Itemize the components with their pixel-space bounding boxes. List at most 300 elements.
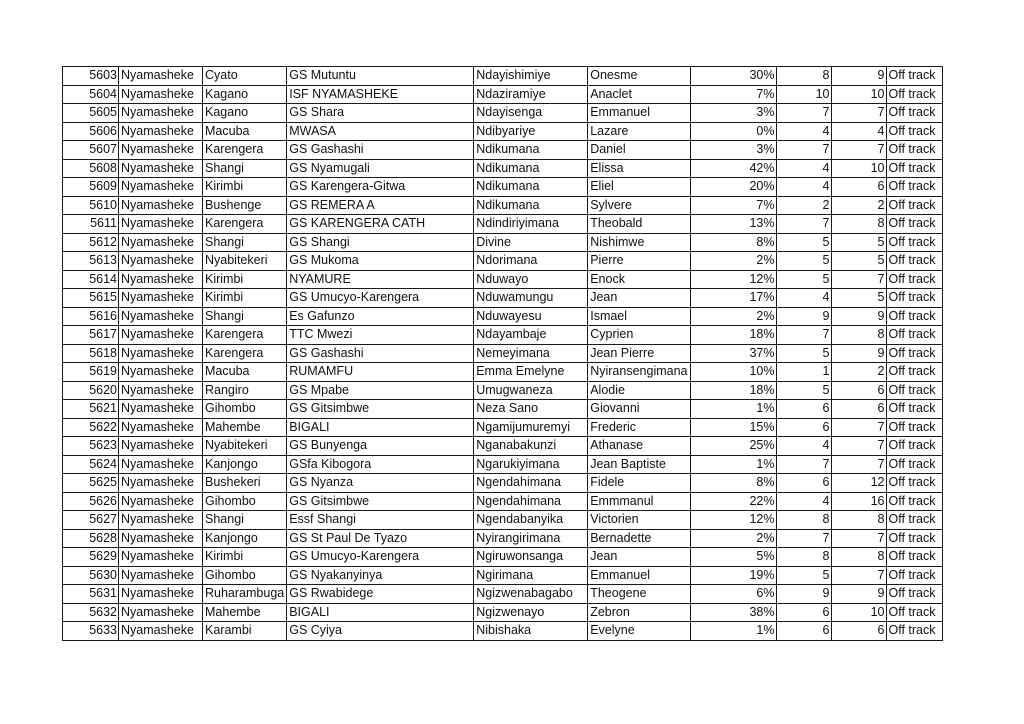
cell-id: 5604 (63, 85, 119, 104)
table-row (63, 474, 943, 493)
cell-value-2: 9 (831, 344, 886, 363)
cell-sector: Mahembe (203, 418, 287, 437)
cell-status: Off track (886, 159, 942, 178)
cell-district: Nyamasheke (119, 529, 203, 548)
cell-district: Nyamasheke (119, 270, 203, 289)
cell-value-1: 7 (776, 455, 831, 474)
cell-school: GS Mutuntu (287, 67, 474, 86)
cell-school: GS Nyanza (287, 474, 474, 493)
cell-percent: 2% (690, 307, 776, 326)
cell-status: Off track (886, 85, 942, 104)
cell-first-name: Emmanuel (588, 104, 690, 123)
cell-percent: 10% (690, 363, 776, 382)
cell-sector: Macuba (203, 122, 287, 141)
cell-first-name: Jean Baptiste (588, 455, 690, 474)
table-row (63, 252, 943, 271)
cell-school: GS Mpabe (287, 381, 474, 400)
cell-value-2: 7 (831, 529, 886, 548)
cell-school: GS Karengera-Gitwa (287, 178, 474, 197)
cell-percent: 7% (690, 196, 776, 215)
cell-id: 5617 (63, 326, 119, 345)
table-row (63, 270, 943, 289)
cell-school: RUMAMFU (287, 363, 474, 382)
cell-first-name: Eliel (588, 178, 690, 197)
cell-id: 5621 (63, 400, 119, 419)
cell-last-name: Ngendahimana (474, 492, 588, 511)
cell-value-2: 7 (831, 455, 886, 474)
cell-percent: 0% (690, 122, 776, 141)
cell-value-1: 8 (776, 67, 831, 86)
cell-percent: 38% (690, 603, 776, 622)
cell-sector: Nyabitekeri (203, 252, 287, 271)
cell-first-name: Anaclet (588, 85, 690, 104)
cell-last-name: Ndayisenga (474, 104, 588, 123)
cell-value-1: 6 (776, 400, 831, 419)
cell-first-name: Enock (588, 270, 690, 289)
cell-id: 5619 (63, 363, 119, 382)
cell-sector: Kirimbi (203, 270, 287, 289)
cell-school: GS Umucyo-Karengera (287, 289, 474, 308)
cell-sector: Bushenge (203, 196, 287, 215)
cell-value-2: 8 (831, 548, 886, 567)
cell-first-name: Frederic (588, 418, 690, 437)
cell-value-2: 4 (831, 122, 886, 141)
cell-first-name: Theogene (588, 585, 690, 604)
cell-percent: 3% (690, 141, 776, 160)
cell-last-name: Emma Emelyne (474, 363, 588, 382)
table-row (63, 381, 943, 400)
cell-district: Nyamasheke (119, 215, 203, 234)
cell-school: GS Rwabidege (287, 585, 474, 604)
cell-sector: Kirimbi (203, 178, 287, 197)
cell-school: GS Shangi (287, 233, 474, 252)
cell-sector: Shangi (203, 511, 287, 530)
table-row (63, 455, 943, 474)
table-row (63, 622, 943, 641)
cell-id: 5633 (63, 622, 119, 641)
cell-value-1: 5 (776, 381, 831, 400)
cell-percent: 1% (690, 622, 776, 641)
cell-value-2: 8 (831, 511, 886, 530)
cell-sector: Kagano (203, 85, 287, 104)
cell-value-2: 7 (831, 566, 886, 585)
cell-district: Nyamasheke (119, 455, 203, 474)
cell-last-name: Neza Sano (474, 400, 588, 419)
cell-status: Off track (886, 603, 942, 622)
cell-value-2: 10 (831, 85, 886, 104)
cell-percent: 42% (690, 159, 776, 178)
cell-first-name: Evelyne (588, 622, 690, 641)
cell-id: 5628 (63, 529, 119, 548)
cell-last-name: Nduwayo (474, 270, 588, 289)
cell-percent: 18% (690, 381, 776, 400)
cell-id: 5623 (63, 437, 119, 456)
cell-first-name: Elissa (588, 159, 690, 178)
cell-percent: 2% (690, 252, 776, 271)
cell-value-1: 4 (776, 122, 831, 141)
cell-value-2: 6 (831, 178, 886, 197)
cell-first-name: Sylvere (588, 196, 690, 215)
cell-status: Off track (886, 474, 942, 493)
table-row (63, 344, 943, 363)
cell-district: Nyamasheke (119, 400, 203, 419)
cell-last-name: Ngiruwonsanga (474, 548, 588, 567)
cell-value-2: 10 (831, 603, 886, 622)
cell-id: 5632 (63, 603, 119, 622)
table-body (63, 67, 943, 641)
table-row (63, 585, 943, 604)
cell-last-name: Nduwayesu (474, 307, 588, 326)
cell-sector: Shangi (203, 307, 287, 326)
cell-sector: Gihombo (203, 400, 287, 419)
cell-id: 5603 (63, 67, 119, 86)
cell-id: 5606 (63, 122, 119, 141)
cell-status: Off track (886, 141, 942, 160)
cell-status: Off track (886, 252, 942, 271)
cell-id: 5605 (63, 104, 119, 123)
cell-district: Nyamasheke (119, 566, 203, 585)
cell-district: Nyamasheke (119, 159, 203, 178)
table-row (63, 85, 943, 104)
cell-value-1: 6 (776, 474, 831, 493)
cell-value-2: 8 (831, 215, 886, 234)
table-row (63, 196, 943, 215)
cell-value-1: 9 (776, 307, 831, 326)
cell-first-name: Emmmanul (588, 492, 690, 511)
cell-sector: Karambi (203, 622, 287, 641)
cell-first-name: Zebron (588, 603, 690, 622)
cell-status: Off track (886, 566, 942, 585)
cell-sector: Nyabitekeri (203, 437, 287, 456)
cell-sector: Cyato (203, 67, 287, 86)
cell-sector: Karengera (203, 326, 287, 345)
cell-first-name: Ismael (588, 307, 690, 326)
cell-value-2: 5 (831, 233, 886, 252)
cell-sector: Rangiro (203, 381, 287, 400)
cell-id: 5624 (63, 455, 119, 474)
cell-district: Nyamasheke (119, 585, 203, 604)
cell-status: Off track (886, 178, 942, 197)
cell-first-name: Jean (588, 289, 690, 308)
cell-value-2: 9 (831, 67, 886, 86)
cell-id: 5608 (63, 159, 119, 178)
cell-value-2: 7 (831, 141, 886, 160)
cell-district: Nyamasheke (119, 178, 203, 197)
cell-district: Nyamasheke (119, 104, 203, 123)
cell-district: Nyamasheke (119, 603, 203, 622)
cell-school: BIGALI (287, 603, 474, 622)
cell-value-2: 7 (831, 270, 886, 289)
cell-school: GS Nyamugali (287, 159, 474, 178)
cell-district: Nyamasheke (119, 289, 203, 308)
cell-first-name: Cyprien (588, 326, 690, 345)
cell-district: Nyamasheke (119, 474, 203, 493)
cell-percent: 12% (690, 511, 776, 530)
table-row (63, 141, 943, 160)
cell-district: Nyamasheke (119, 437, 203, 456)
cell-value-1: 4 (776, 178, 831, 197)
cell-percent: 1% (690, 455, 776, 474)
table-row (63, 492, 943, 511)
cell-value-1: 8 (776, 511, 831, 530)
cell-sector: Kirimbi (203, 289, 287, 308)
cell-value-1: 7 (776, 104, 831, 123)
cell-school: GS REMERA A (287, 196, 474, 215)
cell-first-name: Alodie (588, 381, 690, 400)
cell-id: 5631 (63, 585, 119, 604)
cell-last-name: Nduwamungu (474, 289, 588, 308)
cell-last-name: Nemeyimana (474, 344, 588, 363)
cell-first-name: Lazare (588, 122, 690, 141)
cell-sector: Gihombo (203, 492, 287, 511)
cell-first-name: Pierre (588, 252, 690, 271)
cell-school: GS Nyakanyinya (287, 566, 474, 585)
cell-percent: 12% (690, 270, 776, 289)
cell-district: Nyamasheke (119, 418, 203, 437)
cell-sector: Karengera (203, 141, 287, 160)
cell-last-name: Ndibyariye (474, 122, 588, 141)
cell-sector: Kirimbi (203, 548, 287, 567)
cell-school: BIGALI (287, 418, 474, 437)
cell-status: Off track (886, 122, 942, 141)
cell-last-name: Umugwaneza (474, 381, 588, 400)
data-table (62, 66, 943, 641)
cell-first-name: Giovanni (588, 400, 690, 419)
cell-id: 5625 (63, 474, 119, 493)
cell-value-1: 6 (776, 603, 831, 622)
cell-percent: 20% (690, 178, 776, 197)
cell-school: GS Cyiya (287, 622, 474, 641)
cell-district: Nyamasheke (119, 252, 203, 271)
cell-id: 5612 (63, 233, 119, 252)
cell-last-name: Ndayishimiye (474, 67, 588, 86)
cell-percent: 5% (690, 548, 776, 567)
cell-status: Off track (886, 363, 942, 382)
cell-last-name: Ngarukiyimana (474, 455, 588, 474)
cell-sector: Karengera (203, 215, 287, 234)
cell-percent: 37% (690, 344, 776, 363)
cell-first-name: Bernadette (588, 529, 690, 548)
table-row (63, 511, 943, 530)
table-row (63, 326, 943, 345)
cell-status: Off track (886, 67, 942, 86)
cell-status: Off track (886, 196, 942, 215)
table-row (63, 122, 943, 141)
cell-percent: 2% (690, 529, 776, 548)
cell-value-2: 10 (831, 159, 886, 178)
cell-percent: 7% (690, 85, 776, 104)
cell-status: Off track (886, 529, 942, 548)
table-row (63, 437, 943, 456)
cell-value-1: 2 (776, 196, 831, 215)
cell-sector: Karengera (203, 344, 287, 363)
cell-last-name: Ndikumana (474, 178, 588, 197)
cell-value-2: 16 (831, 492, 886, 511)
cell-value-1: 7 (776, 529, 831, 548)
table-row (63, 363, 943, 382)
cell-sector: Kanjongo (203, 455, 287, 474)
cell-value-1: 7 (776, 141, 831, 160)
cell-district: Nyamasheke (119, 67, 203, 86)
table-row (63, 529, 943, 548)
cell-sector: Gihombo (203, 566, 287, 585)
cell-percent: 25% (690, 437, 776, 456)
cell-district: Nyamasheke (119, 233, 203, 252)
cell-sector: Kanjongo (203, 529, 287, 548)
cell-school: Essf Shangi (287, 511, 474, 530)
cell-value-1: 5 (776, 270, 831, 289)
cell-value-1: 4 (776, 289, 831, 308)
cell-last-name: Ndorimana (474, 252, 588, 271)
cell-value-1: 5 (776, 252, 831, 271)
cell-id: 5618 (63, 344, 119, 363)
cell-first-name: Daniel (588, 141, 690, 160)
cell-id: 5627 (63, 511, 119, 530)
cell-school: GS Bunyenga (287, 437, 474, 456)
cell-district: Nyamasheke (119, 196, 203, 215)
cell-school: TTC Mwezi (287, 326, 474, 345)
cell-percent: 18% (690, 326, 776, 345)
cell-value-2: 9 (831, 585, 886, 604)
table-row (63, 178, 943, 197)
cell-value-1: 4 (776, 159, 831, 178)
cell-percent: 22% (690, 492, 776, 511)
cell-status: Off track (886, 270, 942, 289)
cell-sector: Mahembe (203, 603, 287, 622)
cell-id: 5620 (63, 381, 119, 400)
cell-status: Off track (886, 104, 942, 123)
cell-value-1: 8 (776, 548, 831, 567)
cell-district: Nyamasheke (119, 363, 203, 382)
cell-district: Nyamasheke (119, 122, 203, 141)
cell-id: 5630 (63, 566, 119, 585)
cell-district: Nyamasheke (119, 622, 203, 641)
cell-status: Off track (886, 215, 942, 234)
cell-value-2: 7 (831, 104, 886, 123)
cell-value-2: 6 (831, 381, 886, 400)
cell-value-1: 9 (776, 585, 831, 604)
cell-school: NYAMURE (287, 270, 474, 289)
cell-sector: Ruharambuga (203, 585, 287, 604)
table-row (63, 418, 943, 437)
cell-sector: Kagano (203, 104, 287, 123)
cell-district: Nyamasheke (119, 548, 203, 567)
cell-sector: Bushekeri (203, 474, 287, 493)
cell-school: ISF NYAMASHEKE (287, 85, 474, 104)
cell-value-2: 7 (831, 418, 886, 437)
table-row (63, 159, 943, 178)
cell-first-name: Jean (588, 548, 690, 567)
cell-last-name: Nganabakunzi (474, 437, 588, 456)
table-row (63, 400, 943, 419)
cell-status: Off track (886, 548, 942, 567)
cell-value-2: 2 (831, 196, 886, 215)
cell-last-name: Ngendabanyika (474, 511, 588, 530)
cell-status: Off track (886, 418, 942, 437)
cell-percent: 17% (690, 289, 776, 308)
cell-value-1: 7 (776, 215, 831, 234)
cell-sector: Shangi (203, 233, 287, 252)
cell-last-name: Nyirangirimana (474, 529, 588, 548)
cell-value-2: 12 (831, 474, 886, 493)
cell-value-2: 5 (831, 289, 886, 308)
cell-value-2: 5 (831, 252, 886, 271)
cell-last-name: Ngizwenayo (474, 603, 588, 622)
cell-percent: 19% (690, 566, 776, 585)
cell-school: GS St Paul De Tyazo (287, 529, 474, 548)
cell-district: Nyamasheke (119, 381, 203, 400)
cell-id: 5611 (63, 215, 119, 234)
cell-first-name: Nishimwe (588, 233, 690, 252)
cell-school: GSfa Kibogora (287, 455, 474, 474)
cell-district: Nyamasheke (119, 85, 203, 104)
cell-value-1: 6 (776, 622, 831, 641)
cell-value-1: 6 (776, 418, 831, 437)
table-row (63, 566, 943, 585)
cell-school: MWASA (287, 122, 474, 141)
cell-district: Nyamasheke (119, 326, 203, 345)
cell-value-1: 1 (776, 363, 831, 382)
cell-value-2: 7 (831, 437, 886, 456)
cell-first-name: Nyiransengimana (588, 363, 690, 382)
cell-last-name: Ndikumana (474, 141, 588, 160)
cell-district: Nyamasheke (119, 141, 203, 160)
cell-status: Off track (886, 511, 942, 530)
cell-status: Off track (886, 326, 942, 345)
cell-last-name: Ndaziramiye (474, 85, 588, 104)
cell-id: 5626 (63, 492, 119, 511)
cell-id: 5622 (63, 418, 119, 437)
table-row (63, 548, 943, 567)
cell-percent: 8% (690, 474, 776, 493)
cell-last-name: Ngizwenabagabo (474, 585, 588, 604)
cell-status: Off track (886, 344, 942, 363)
cell-first-name: Jean Pierre (588, 344, 690, 363)
cell-status: Off track (886, 455, 942, 474)
cell-first-name: Onesme (588, 67, 690, 86)
cell-percent: 6% (690, 585, 776, 604)
cell-status: Off track (886, 307, 942, 326)
cell-last-name: Nibishaka (474, 622, 588, 641)
cell-percent: 15% (690, 418, 776, 437)
cell-id: 5610 (63, 196, 119, 215)
cell-first-name: Victorien (588, 511, 690, 530)
cell-school: GS Shara (287, 104, 474, 123)
cell-first-name: Fidele (588, 474, 690, 493)
cell-first-name: Theobald (588, 215, 690, 234)
cell-sector: Macuba (203, 363, 287, 382)
cell-status: Off track (886, 233, 942, 252)
cell-status: Off track (886, 622, 942, 641)
cell-percent: 30% (690, 67, 776, 86)
cell-school: GS Gashashi (287, 141, 474, 160)
cell-percent: 8% (690, 233, 776, 252)
cell-status: Off track (886, 492, 942, 511)
cell-id: 5629 (63, 548, 119, 567)
cell-last-name: Ndikumana (474, 196, 588, 215)
cell-school: GS Gitsimbwe (287, 492, 474, 511)
cell-school: GS Mukoma (287, 252, 474, 271)
cell-value-2: 2 (831, 363, 886, 382)
cell-id: 5616 (63, 307, 119, 326)
cell-id: 5615 (63, 289, 119, 308)
cell-value-1: 4 (776, 437, 831, 456)
cell-id: 5613 (63, 252, 119, 271)
cell-last-name: Ngamijumuremyi (474, 418, 588, 437)
cell-value-1: 5 (776, 566, 831, 585)
cell-first-name: Athanase (588, 437, 690, 456)
table-row (63, 67, 943, 86)
